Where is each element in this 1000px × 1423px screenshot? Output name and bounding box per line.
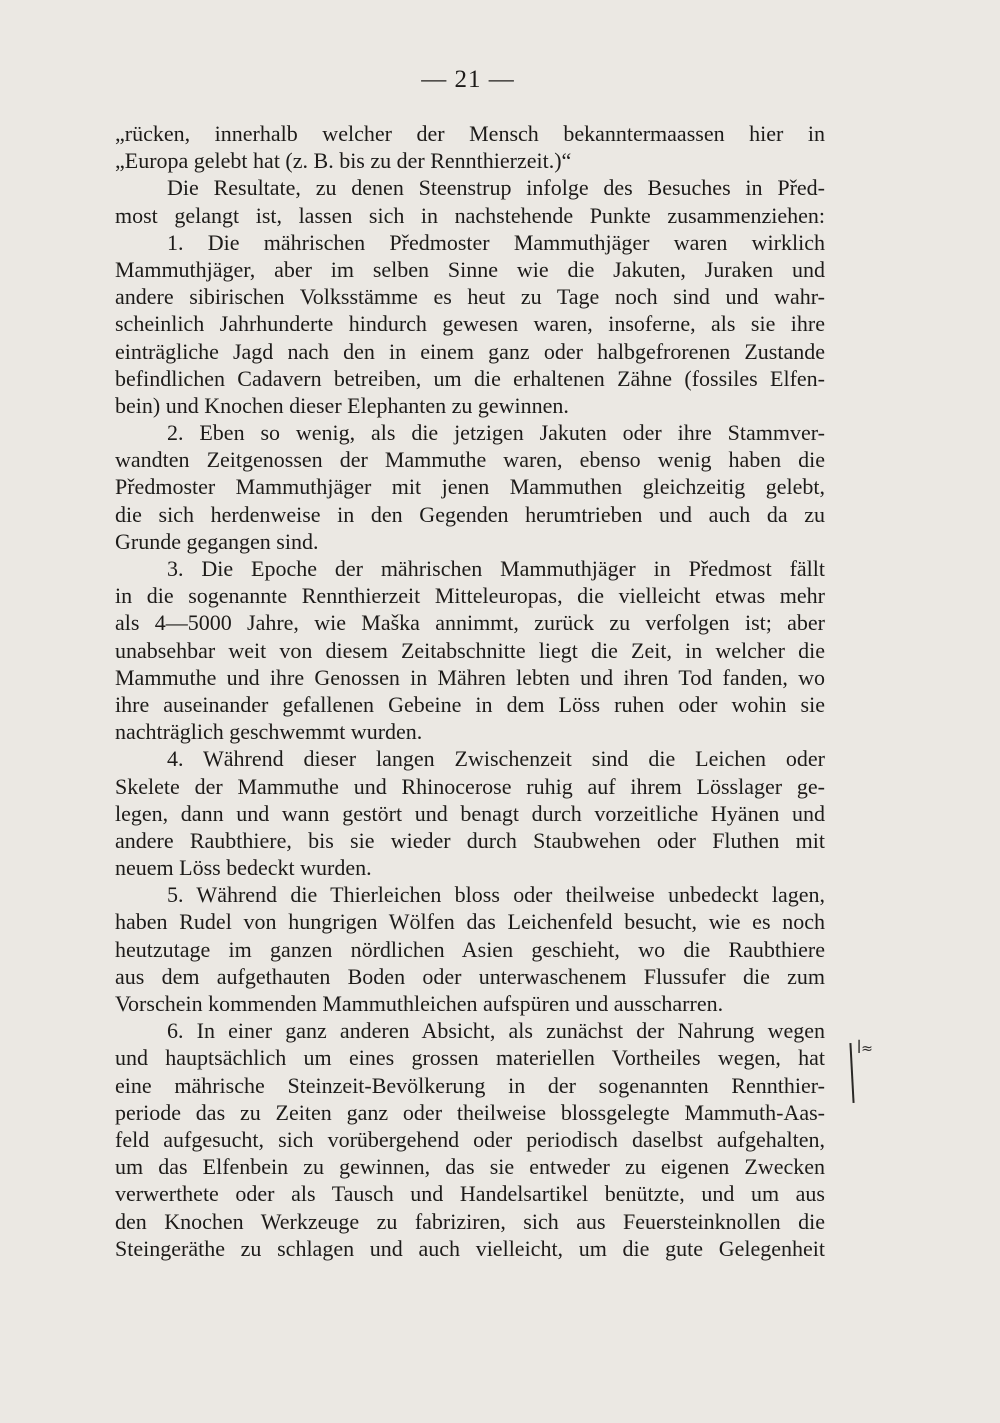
text-line: „Europa gelebt hat (z. B. bis zu der Rennthierzeit.)“ [115, 148, 572, 174]
text-line: 2. Eben so wenig, als die jetzigen Jakuten oder ihre Stammver- [167, 420, 825, 446]
text-line: um das Elfenbein zu gewinnen, das sie entweder zu eigenen Zwecken [115, 1154, 825, 1180]
body-text [115, 120, 825, 1262]
text-line: ihre auseinander gefallenen Gebeine in dem Löss ruhen oder wohin sie [115, 691, 825, 717]
text-line: 4. Während dieser langen Zwischenzeit sind die Leichen oder [167, 746, 825, 772]
text-line: andere sibirischen Volksstämme es heut zu Tage noch sind und wahr- [115, 284, 825, 310]
text-line: „rücken, innerhalb welcher der Mensch bekanntermaassen hier in [115, 121, 825, 146]
text-line: bein) und Knochen dieser Elephanten zu gewinnen. [115, 392, 569, 418]
text-line: als 4—5000 Jahre, wie Maška annimmt, zurück zu verfolgen ist; aber [115, 610, 825, 636]
text-line: Mammuthjäger, aber im selben Sinne wie die Jakuten, Juraken und [115, 256, 825, 282]
text-line: haben Rudel von hungrigen Wölfen das Leichenfeld besucht, wie es noch [115, 909, 825, 935]
text-line: 3. Die Epoche der mährischen Mammuthjäger in Předmost fällt [167, 556, 825, 581]
text-line: Mammuthe und ihre Genossen in Mähren lebten und ihren Tod fanden, wo [115, 664, 825, 690]
text-line: wandten Zeitgenossen der Mammuthe waren, ebenso wenig haben die [115, 447, 825, 473]
text-line: aus dem aufgethauten Boden oder unterwaschenem Flussufer die zum [115, 963, 825, 989]
text-line: scheinlich Jahrhunderte hindurch gewesen waren, insoferne, als sie ihre [115, 311, 825, 337]
text-line: Steingeräthe zu schlagen und auch vielleicht, um die gute Gelegenheit [115, 1235, 825, 1261]
text-line: verwerthete oder als Tausch und Handelsartikel benützte, und um aus [115, 1181, 825, 1207]
text-line: und hauptsächlich um eines grossen materiellen Vortheiles wegen, hat [115, 1045, 825, 1071]
text-line: in die sogenannte Rennthierzeit Mitteleuropas, die vielleicht etwas mehr [115, 583, 825, 609]
text-line: 6. In einer ganz anderen Absicht, als zunächst der Nahrung wegen [167, 1018, 825, 1044]
text-line: feld aufgesucht, sich vorübergehend oder periodisch daselbst aufgehalten, [115, 1126, 825, 1152]
text-line: eine mährische Steinzeit-Bevölkerung in der sogenannten Rennthier- [115, 1072, 825, 1098]
text-line: den Knochen Werkzeuge zu fabriziren, sich aus Feuersteinknollen die [115, 1208, 825, 1234]
text-line: 1. Die mährischen Předmoster Mammuthjäger waren wirklich [167, 229, 825, 255]
text-line: einträgliche Jagd nach den in einem ganz oder halbgefrorenen Zustande [115, 338, 825, 364]
margin-annotation [845, 1035, 871, 1105]
text-line: andere Raubthiere, bis sie wieder durch Staubwehen oder Fluthen mit [115, 827, 825, 853]
text-line: periode das zu Zeiten ganz oder theilweise blossgelegte Mammuth-Aas- [115, 1099, 825, 1125]
text-line: Předmoster Mammuthjäger mit jenen Mammuthen gleichzeitig gelebt, [115, 474, 825, 500]
margin-bar [849, 1043, 854, 1103]
text-line: befindlichen Cadavern betreiben, um die erhaltenen Zähne (fossiles Elfen- [115, 365, 825, 391]
text-line: Skelete der Mammuthe und Rhinocerose ruhig auf ihrem Lösslager ge- [115, 773, 825, 799]
text-line: most gelangt ist, lassen sich in nachstehende Punkte zusammenziehen: [115, 202, 825, 228]
text-line: unabsehbar weit von diesem Zeitabschnitte liegt die Zeit, in welcher die [115, 637, 825, 663]
text-line: nachträglich geschwemmt wurden. [115, 719, 423, 745]
margin-mark-glyph: ꟾ≈ [857, 1041, 873, 1057]
text-line: legen, dann und wann gestört und benagt durch vorzeitliche Hyänen und [115, 800, 825, 826]
page-number: — 21 — [421, 66, 515, 93]
text-line: Grunde gegangen sind. [115, 528, 319, 554]
text-line: die sich herdenweise in den Gegenden herumtrieben und auch da zu [115, 501, 825, 527]
text-line: neuem Löss bedeckt wurden. [115, 855, 372, 881]
text-line: heutzutage im ganzen nördlichen Asien geschieht, wo die Raubthiere [115, 936, 825, 962]
text-line: 5. Während die Thierleichen bloss oder theilweise unbedeckt lagen, [167, 882, 825, 908]
text-line: Vorschein kommenden Mammuthleichen aufspüren und ausscharren. [115, 991, 724, 1016]
text-line: Die Resultate, zu denen Steenstrup infolge des Besuches in Před- [167, 175, 825, 201]
